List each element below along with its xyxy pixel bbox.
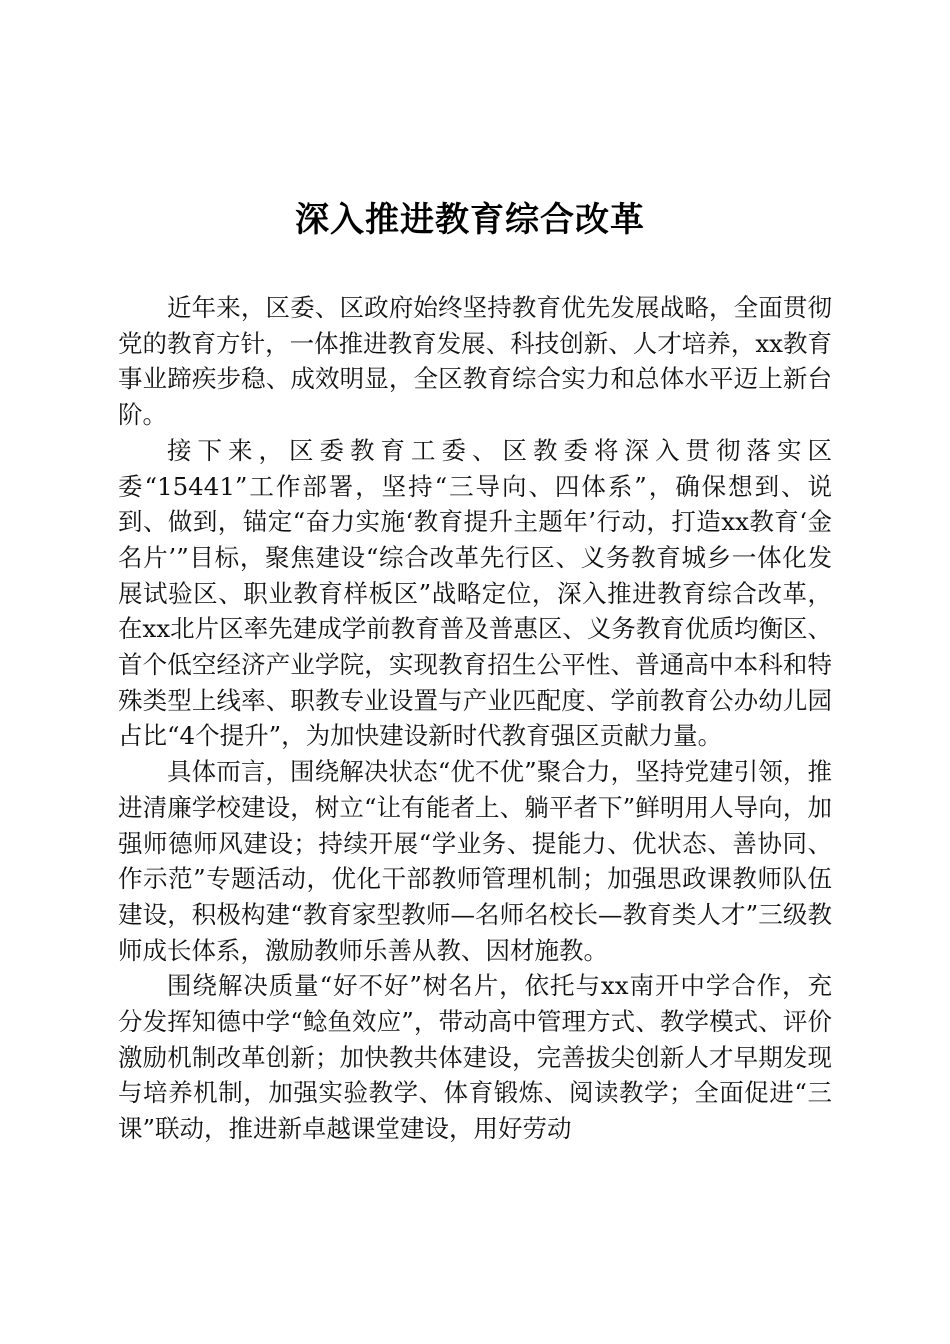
document-title: 深入推进教育综合改革 bbox=[295, 200, 645, 240]
paragraph-3: 具体而言，围绕解决状态“优不优”聚合力，坚持党建引领，推进清廉学校建设，树立“让有能者上、躺平者下”鲜明用人导向，加强师德师风建设；持续开展“学业务、提能力、优状态、善协同、作示范”专题活动，优化干部教师管理机制；加强思政课教师队伍建设，积极构建“教育家型教师—名师名校长—教育类人才”三级教师成长体系，激励教师乐善从教、因材施教。 bbox=[118, 757, 832, 965]
paragraph-1: 近年来，区委、区政府始终坚持教育优先发展战略，全面贯彻党的教育方针，一体推进教育发展、科技创新、人才培养，xx教育事业蹄疾步稳、成效明显，全区教育综合实力和总体水平迈上新台阶。 bbox=[118, 293, 832, 430]
paragraph-4: 围绕解决质量“好不好”树名片，依托与xx南开中学合作，充分发挥知德中学“鲶鱼效应”，带动高中管理方式、教学模式、评价激励机制改革创新；加快教共体建设，完善拔尖创新人才早期发现与培养机制，加强实验教学、体育锻炼、阅读教学；全面促进“三课”联动，推进新卓越课堂建设，用好劳动 bbox=[118, 971, 832, 1144]
paragraph-2: 接下来，区委教育工委、区教委将深入贯彻落实区委“15441”工作部署，坚持“三导向、四体系”，确保想到、说到、做到，锚定“奋力实施‘教育提升主题年’行动，打造xx教育‘金名片’”目标，聚焦建设“综合改革先行区、义务教育城乡一体化发展试验区、职业教育样板区”战略定位，深入推进教育综合改革，在xx北片区率先建成学前教育普及普惠区、义务教育优质均衡区、首个低空经济产业学院，实现教育招生公平性、普通高中本科和特殊类型上线率、职教专业设置与产业匹配度、学前教育公办幼儿园占比“4个提升”，为加快建设新时代教育强区贡献力量。 bbox=[118, 435, 832, 751]
document-body bbox=[118, 290, 832, 1147]
